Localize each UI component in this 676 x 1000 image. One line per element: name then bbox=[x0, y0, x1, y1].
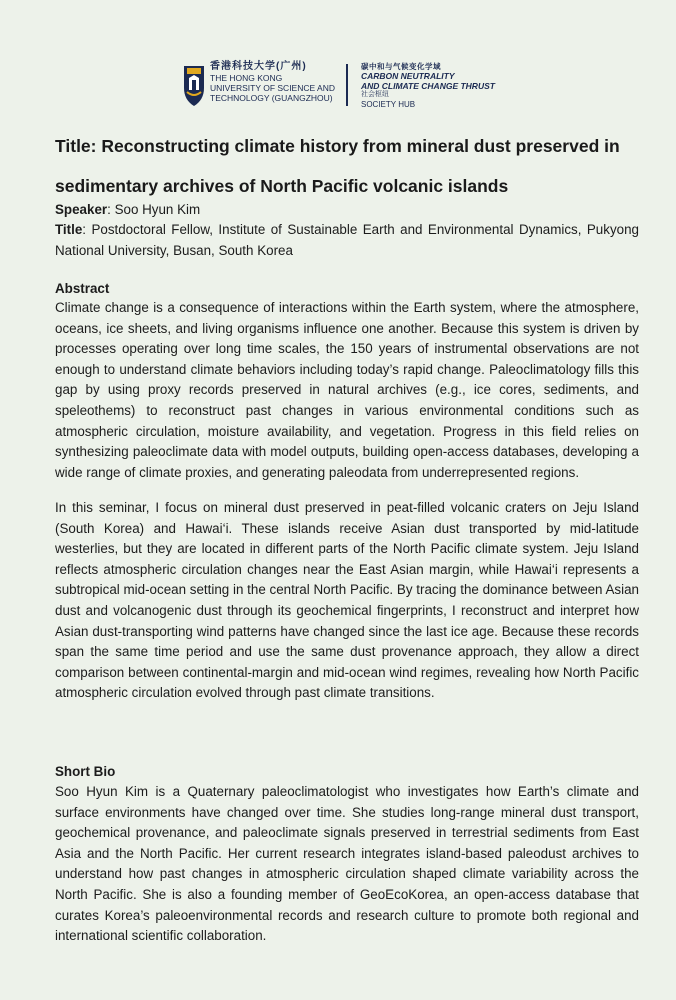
hub-name-cn-2: 社会枢纽 bbox=[361, 91, 389, 98]
position-value: : Postdoctoral Fellow, Institute of Sustainable Earth and Environmental Dynamics, Pukyong National University, Busan, South Korea bbox=[55, 222, 639, 258]
university-name-en-2: UNIVERSITY OF SCIENCE AND bbox=[210, 83, 336, 93]
talk-title bbox=[55, 126, 645, 206]
talk-title-line-2: sedimentary archives of North Pacific volcanic islands bbox=[55, 176, 509, 196]
talk-title-line-1: Title: Reconstructing climate history from mineral dust preserved in bbox=[55, 136, 620, 156]
speaker-value: : Soo Hyun Kim bbox=[107, 202, 201, 217]
university-name bbox=[210, 61, 350, 103]
bio-heading: Short Bio bbox=[55, 764, 116, 779]
bio-text: Soo Hyun Kim is a Quaternary paleoclimatologist who investigates how Earth’s climate and surface environments have changed over time. She studies long-range mineral dust transport, geochemical provenance, and paleoclimate signals preserved in terrestrial sediments from East Asia and the North Pacific. Her current research integrates island-based paleodust archives to understand how past changes in atmospheric circulation shaped climate variability across the North Pacific. She is also a founding member of GeoEcoKorea, an open-access database that curates Korea’s paleoenvironmental records and research culture to promote both regional and international scientific collaboration. bbox=[55, 784, 639, 944]
university-name-cn: 香港科技大学(广州) bbox=[210, 61, 307, 72]
hub-name bbox=[361, 62, 531, 109]
university-crest-icon bbox=[180, 62, 208, 108]
hub-name-en-3: SOCIETY HUB bbox=[361, 99, 416, 109]
speaker-label: Speaker bbox=[55, 202, 108, 217]
header bbox=[0, 56, 676, 112]
hub-name-cn: 碳中和与气候变化学域 bbox=[361, 62, 441, 71]
speaker-line bbox=[55, 200, 639, 221]
position-label: Title bbox=[55, 222, 83, 237]
header-divider bbox=[346, 64, 348, 106]
abstract-heading: Abstract bbox=[55, 281, 110, 296]
university-name-en-3: TECHNOLOGY (GUANGZHOU) bbox=[210, 93, 333, 103]
abstract-paragraph-1: Climate change is a consequence of interactions within the Earth system, where the atmosphere, oceans, ice sheets, and living organisms influence one another. Because this system is driven by processes operating over long time scales, the 150 years of instrumental observations are not enough to understand climate behaviors including today’s rapid change. Paleoclimatology fills this gap by using proxy records preserved in natural archives (e.g., ice cores, sediments, and speleothems) to reconstruct past changes in various environmental conditions such as atmospheric circulation, moisture availability, and vegetation. Progress in this field relies on synthesizing paleoclimate data with model outputs, building open-access databases, developing a wide range of climate proxies, and generating paleodata from underrepresented regions. bbox=[55, 300, 639, 480]
university-name-en-1: THE HONG KONG bbox=[210, 73, 283, 83]
abstract-paragraph-2: In this seminar, I focus on mineral dust preserved in peat-filled volcanic craters on Jeju Island (South Korea) and Hawai‘i. These islands receive Asian dust transported by mid-latitude westerlies, but they are located in different parts of the North Pacific climate system. Jeju Island reflects atmospheric circulation changes near the East Asian margin, while Hawai‘i represents a subtropical mid-ocean setting in the central North Pacific. By tracing the dominance between Asian dust and volcanogenic dust through its geochemical fingerprints, I reconstruct and interpret how Asian dust-transporting wind patterns have changed since the last ice age. Because these records span the same time period and use the same dust provenance approach, they allow a direct comparison between continental-margin and mid-ocean wind regimes, revealing how North Pacific atmospheric circulation evolved through past climate transitions. bbox=[55, 500, 639, 701]
position-line bbox=[55, 220, 639, 261]
hub-name-en-2: AND CLIMATE CHANGE THRUST bbox=[361, 81, 495, 91]
hub-name-en-1: CARBON NEUTRALITY bbox=[361, 71, 455, 81]
